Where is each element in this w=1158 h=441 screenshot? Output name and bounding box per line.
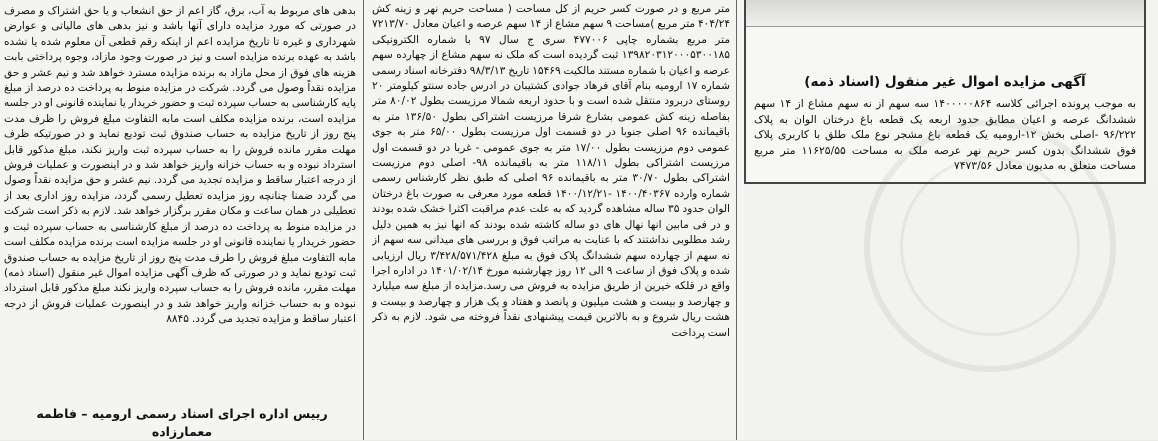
notice-header-box: [744, 0, 1146, 184]
notice-intro-text: به موجب پرونده اجرائی کلاسه ۱۴۰۰۰۰۰۸۶۴ سه سهم از نه سهم مشاع از ۱۴ سهم ششدانگ عرصه و اعیان مطابق حدود اربعه یک قطعه باغ درختان الوان به پلاک ۹۶/۲۲۲ -اصلی بخش ۱۲-ارومیه یک قطعه باغ مشجر نوع ملک طلق با کاربری پلاک فوق ششدانگ بدون کسر حریم نهر عرصه ملک به مساحت ۱۱۶۲۵/۵۵ متر مربع مساحت متعلق به مدیون معادل ۷۴۷۳/۵۶: [754, 97, 1137, 173]
box-top-strip: [746, 0, 1144, 27]
notice-column-left: [4, 0, 356, 440]
notice-signature: رییس اداره اجرای اسناد رسمی ارومیه – فاطمه معمارزاده: [36, 406, 328, 439]
notice-text-middle: متر مربع و در صورت کسر حریم از کل مساحت ( مساحت حریم نهر و زینه کش ۴۰۴/۲۴ متر مربع )مساحت ۹ سهم مشاع از ۱۴ سهم عرصه و اعیان معادل ۷۲۱۳/۷۰ متر مربع بشماره چاپی ۴۷۷۰۰۶ سری ج سال ۹۷ با شماره الکترونیکی ۱۳۹۸۲۰۳۱۲۰۰۰۵۳۰۰۱۸۵ ثبت گردیده است که ملک نه سهم مشاع از چهارده سهم عرصه و اعیان با شماره مستند مالکیت ۱۵۴۶۹ تاریخ ۹۸/۳/۱۳ دفترخانه اسناد رسمی شماره ۱۷ ارومیه بنام آقای فرهاد جوادی کشتیبان در ادرس جاده سنتو کیلومتر ۲۰ روستای دربرود منتقل شده است و با حدود اربعه شمالا مرزیست بطول ۸۰/۰۲ متر بفاصله زینه کش عمومی بشارع شرقا مرزیست اشتراکی بطول ۱۳۶/۵۰ متر به باقیمانده ۹۶ اصلی جنوبا در دو قسمت اول مرزیست بطول ۶۵/۰۰ متر به جوی عمومی دوم مرزیست بطول ۱۷/۰۰ متر به جوی عمومی - غربا در دو قسمت اول مرزیست اشتراکی بطول ۱۱۸/۱۱ متر به باقیمانده ۹۸- اصلی دوم مرزیست اشتراکی بطول ۳۰/۷۰ متر به باقیمانده ۹۶ اصلی که طبق نظر کارشناس رسمی شماره وارده ۱۴۰۰/۴۰۳۶۷ -۱۴۰۰/۱۲/۲۱ قطعه مورد معرفی به صورت باغ درختان الوان حدود ۳۵ ساله مشاهده گردید که به علت عدم مراقبت اکثرا خشک شده بودند و در فی مابین انها نهال های دو ساله کاشته شده بودند که انها نیز به همین دلیل رشد مطلوبی نداشتند که با عنایت به مراتب فوق و بررسی های میدانی سه سهم از نه سهم از چهارده سهم ششدانگ پلاک فوق به مبلغ ۳/۴۲۸/۵۷۱/۴۲۸ ریال ارزیابی شده و پلاک فوق از ساعت ۹ الی ۱۲ روز چهارشنبه مورخ ۱۴۰۱/۰۲/۱۴ در اداره اجرا واقع در قلکه خیرین از طریق مزایده به فروش می رسد.مزایده از مبلغ سه میلیارد و چهارصد و بیست و هشت میلیون و پانصد و هفتاد و یک هزار و چهارصد و بیست و هشت ریال شروع و به بالاترین قیمت پیشنهادی نقداً فروخته می شود. لازم به ذکر است پرداخت: [372, 3, 730, 339]
blank-area: [744, 184, 1158, 440]
notice-text-left: بدهی های مربوط به آب، برق، گاز اعم از حق انشعاب و یا حق اشتراک و مصرف در صورتی که مورد مزایده دارای آنها باشد و نیز بدهی های مالیاتی و عوارض شهرداری و غیره تا تاریخ مزایده اعم از اینکه رقم قطعی آن معلوم شده یا نشده باشد به عهده برنده مزایده است و نیز در صورت وجود مازاد، وجوه پرداختی بابت هزینه های فوق از محل مازاد به برنده مزایده مسترد خواهد شد و نیم عشر و حق مزایده نقداً وصول می گردد. شرکت در مزایده منوط به پرداخت ده درصد از مبلغ پایه کارشناسی به حساب سپرده ثبت و حضور خریدار یا نماینده قانونی او در جلسه مزایده است، برنده مزایده مکلف است مابه التفاوت مبلغ فروش را ظرف مدت پنج روز از تاریخ مزایده به حساب صندوق ثبت تودیع نماید و در صورتیکه ظرف مهلت مقرر مانده فروش را به حساب سپرده ثبت واریز نکند، مبلغ مذکور قابل استرداد نبوده و به حساب خزانه واریز خواهد شد و در اینصورت و عملیات فروش از درجه اعتبار ساقط و مزایده تجدید می گردد. نیم عشر و حق مزایده نقداً وصول می گردد ضمنا چنانچه روز مزایده تعطیل رسمی گردد، مزایده روز اداری بعد از تعطیلی در همان ساعت و مکان مقرر برگزار خواهد شد. لازم به ذکر است شرکت در مزایده منوط به پرداخت ده درصد از مبلغ کارشناسی به حساب سپرده ثبت و حضور خریدار یا نماینده قانونی او در جلسه مزایده است برنده مزایده مکلف است مابه التفاوت مبلغ فروش را طرف مدت پنج روز از تاریخ مزایده به حساب صندوق ثبت تودیع نماید و در صورتی که ظرف آگهی مزایده اموال غیر منقول (اسناد ذمه) مهلت مقرر، مانده فروش را به حساب سپرده واریز نکند مبلغ مذکور قابل استرداد نبوده و به حساب خزانه واریز خواهد شد و در اینصورت عملیات فروش از درجه اعتبار ساقط و مزایده تجدید می گردد. ۸۸۴۵: [4, 5, 356, 326]
notice-column-middle: [372, 0, 730, 440]
column-divider: [736, 0, 737, 440]
notice-title: آگهی مزایده اموال غیر منقول (اسناد ذمه): [804, 74, 1086, 90]
column-divider: [363, 0, 364, 440]
